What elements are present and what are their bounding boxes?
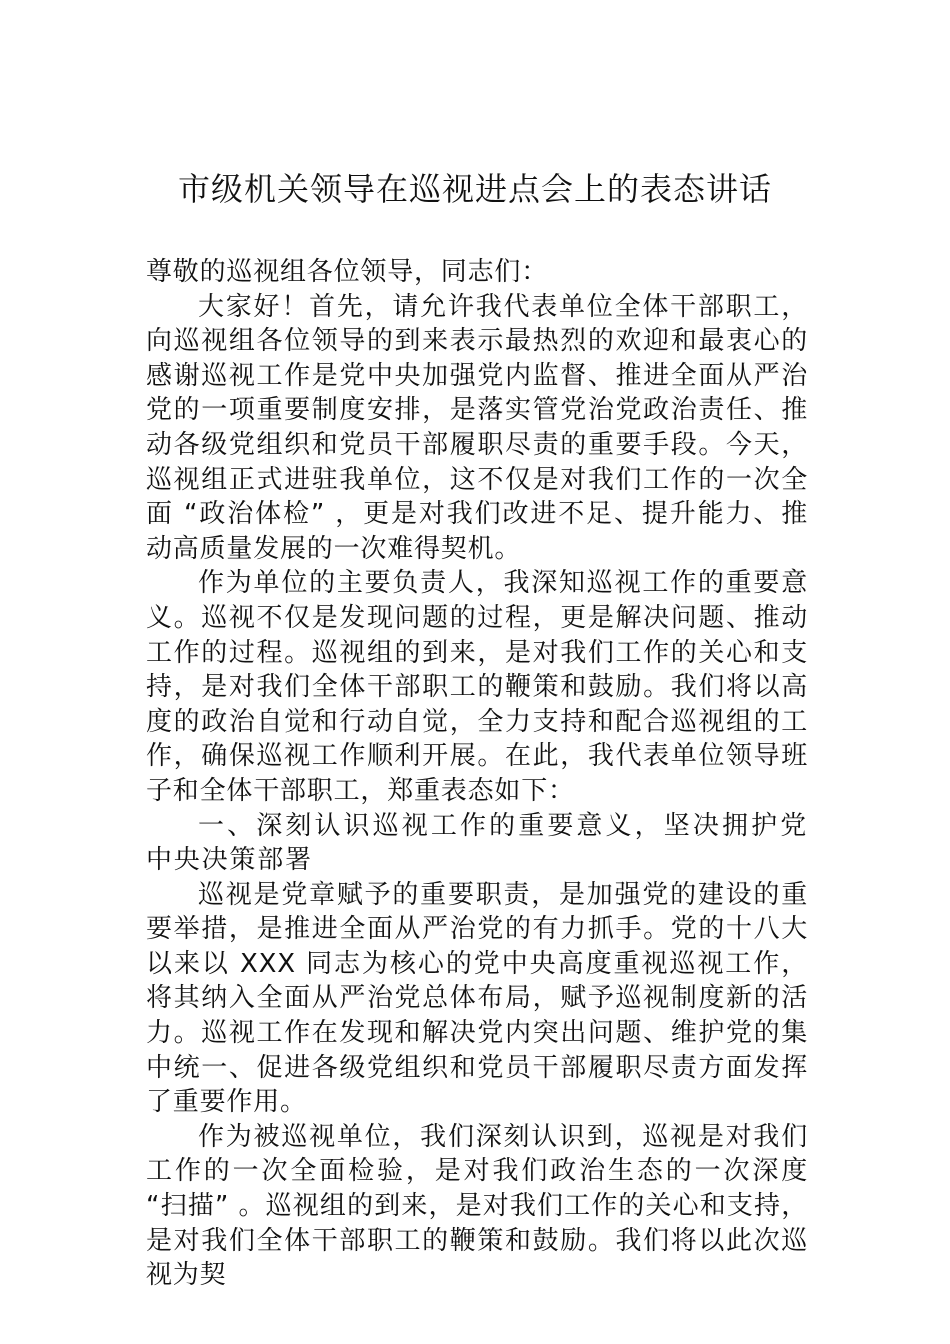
body-paragraph: 大家好！首先，请允许我代表单位全体干部职工，向巡视组各位领导的到来表示最热烈的欢迎和最衷心的感谢巡视工作是党中央加强党内监督、推进全面从严治党的一项重要制度安排，是落实管党治党政治责任、推动各级党组织和党员干部履职尽责的重要手段。今天，巡视组正式进驻我单位，这不仅是对我们工作的一次全面 “政治体检” ，更是对我们改进不足、提升能力、推动高质量发展的一次难得契机。 — [146, 291, 808, 564]
body-paragraph: 巡视是党章赋予的重要职责，是加强党的建设的重要举措，是推进全面从严治党的有力抓手。党的十八大以来以 XXX 同志为核心的党中央高度重视巡视工作，将其纳入全面从严治党总体布局，赋予巡视制度新的活力。巡视工作在发现和解决党内突出问题、维护党的集中统一、促进各级党组织和党员干部履职尽责方面发挥了重要作用。 — [146, 879, 808, 1118]
body-paragraph: 作为单位的主要负责人，我深知巡视工作的重要意义。巡视不仅是发现问题的过程，更是解决问题、推动工作的过程。巡视组的到来，是对我们工作的关心和支持，是对我们全体干部职工的鞭策和鼓励。我们将以高度的政治自觉和行动自觉，全力支持和配合巡视组的工作，确保巡视工作顺利开展。在此，我代表单位领导班子和全体干部职工，郑重表态如下： — [146, 568, 808, 806]
section-heading: 一、深刻认识巡视工作的重要意义，坚决拥护党中央决策部署 — [146, 810, 808, 876]
document-body — [146, 255, 808, 1293]
document-title: 市级机关领导在巡视进点会上的表态讲话 — [177, 170, 772, 208]
salutation: 尊敬的巡视组各位领导，同志们： — [146, 257, 549, 287]
body-paragraph: 作为被巡视单位，我们深刻认识到，巡视是对我们工作的一次全面检验，是对我们政治生态的一次深度 “扫描” 。巡视组的到来，是对我们工作的关心和支持，是对我们全体干部职工的鞭策和鼓励。我们将以此次巡视为契 — [146, 1121, 808, 1291]
